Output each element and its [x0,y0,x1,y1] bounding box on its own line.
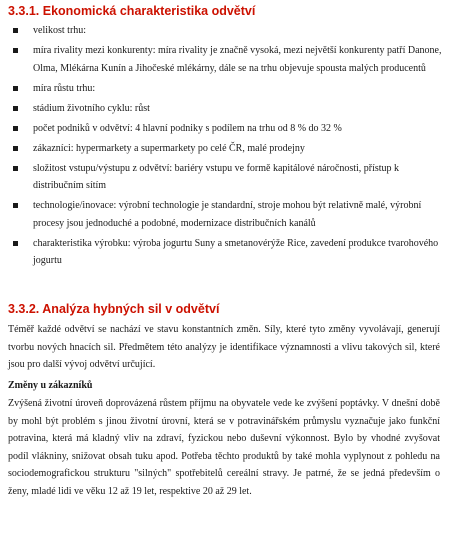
list-item-text: počet podniků v odvětví: 4 hlavní podniky s podílem na trhu od 8 % do 32 % [33,122,342,134]
square-bullet-icon [13,241,18,246]
list-item [0,235,452,270]
section-heading-economic-characteristics: 3.3.1. Ekonomická charakteristika odvětví [8,4,256,18]
square-bullet-icon [13,203,18,208]
square-bullet-icon [13,48,18,53]
list-item [0,100,452,118]
square-bullet-icon [13,146,18,151]
square-bullet-icon [13,28,18,33]
list-item-text: charakteristika výrobku: výroba jogurtu Suny a smetanovérýže Rice, zavedení produkce tvarohového jogurtu [33,237,439,266]
square-bullet-icon [13,126,18,131]
list-item [0,42,452,77]
list-item [0,22,452,40]
square-bullet-icon [13,86,18,91]
list-item [0,160,452,195]
list-item [0,120,452,138]
list-item-text: míra růstu trhu: [33,82,96,94]
list-item-text: složitost vstupu/výstupu z odvětví: bariéry vstupu ve formě kapitálové náročnosti, přístup k distribučním sítím [33,162,400,191]
square-bullet-icon [13,166,18,171]
characteristics-list [0,22,452,272]
intro-paragraph: Téměř každé odvětví se nachází ve stavu konstantních změn. Síly, které tyto změny vyvolávají, generují tvorbu nových hnacích sil. Předmětem této analýzy je identifikace významnosti a vlivu takových sil, které jsou pro další vývoj odvětví určující. [8,324,440,370]
list-item-text: zákazníci: hypermarkety a supermarkety po celé ČR, malé prodejny [33,142,305,154]
list-item-text: velikost trhu: [33,25,87,36]
list-item-text: stádium životního cyklu: růst [33,102,150,114]
body-paragraph: Zvýšená životní úroveň doprovázená růstem příjmu na obyvatele vede ke zvýšení poptávky. V dnešní době by mohl být problém s jinou životní úrovní, která se v potravinářském průmyslu vyznačuje jako funkční potravina, která má kladný vliv na zdraví, fyzickou nebo duševní výkonnost. Bylo by vhodné zvyšovat podíl vlákniny, snižovat obsah tuku apod. Potřeba těchto produktů by také mohla vyplynout z pohledu na sociodemografickou strukturu "silných" spotřebitelů cereální stravy. Je patrné, že se jedná především o ženy, mladé lidi ve věku 12 až 19 let, respektive 20 až 29 let. [8,398,440,497]
list-item [0,197,452,232]
list-item [0,140,452,158]
list-item-text: míra rivality mezi konkurenty: míra rivality je značně vysoká, mezi největší konkurenty patří Danone, Olma, Mlékárna Kunín a Jihočeské mlékárny, dále se na trhu objevuje spousta malých producentů [33,45,442,74]
list-item [0,80,452,98]
list-item-text: technologie/inovace: výrobní technologie je standardní, stroje mohou být relativně malé, výrobní procesy jsou jednoduché a podobné, modernizace distribučních kanálů [33,200,422,229]
section-heading-driving-forces: 3.3.2. Analýza hybných sil v odvětví [8,302,220,316]
subheading-customer-changes: Změny u zákazníků [8,380,93,391]
square-bullet-icon [13,106,18,111]
